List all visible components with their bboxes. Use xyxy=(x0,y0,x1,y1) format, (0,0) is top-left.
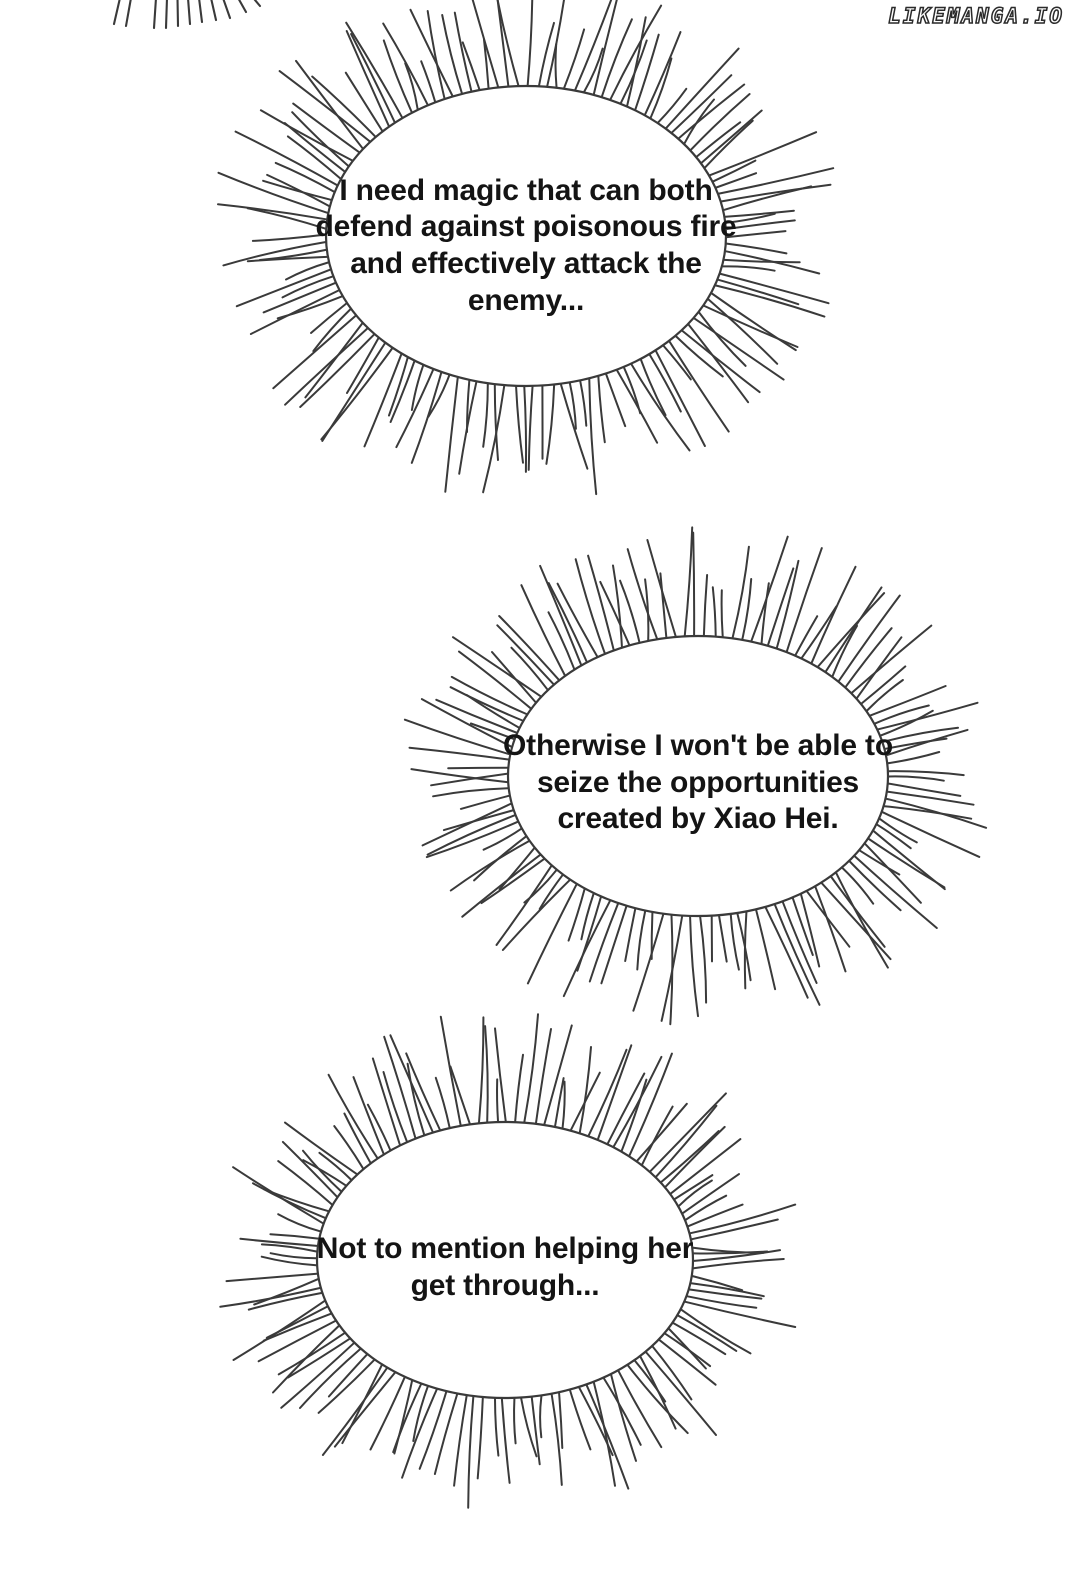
speech-bubble-1-text: I need magic that can both defend against poisonous fire and effectively attack the enemy... xyxy=(315,173,737,317)
speech-bubble-3-text: Not to mention helping her get through... xyxy=(316,1232,694,1302)
speech-bubble-2-text: Otherwise I won't be able to seize the opportunities created by Xiao Hei. xyxy=(503,729,893,836)
speech-bubble-1 xyxy=(196,0,856,506)
speech-bubble-2 xyxy=(398,548,998,1018)
site-watermark: LIKEMANGA.IO xyxy=(888,4,1064,28)
speech-bubble-3 xyxy=(210,1028,800,1508)
